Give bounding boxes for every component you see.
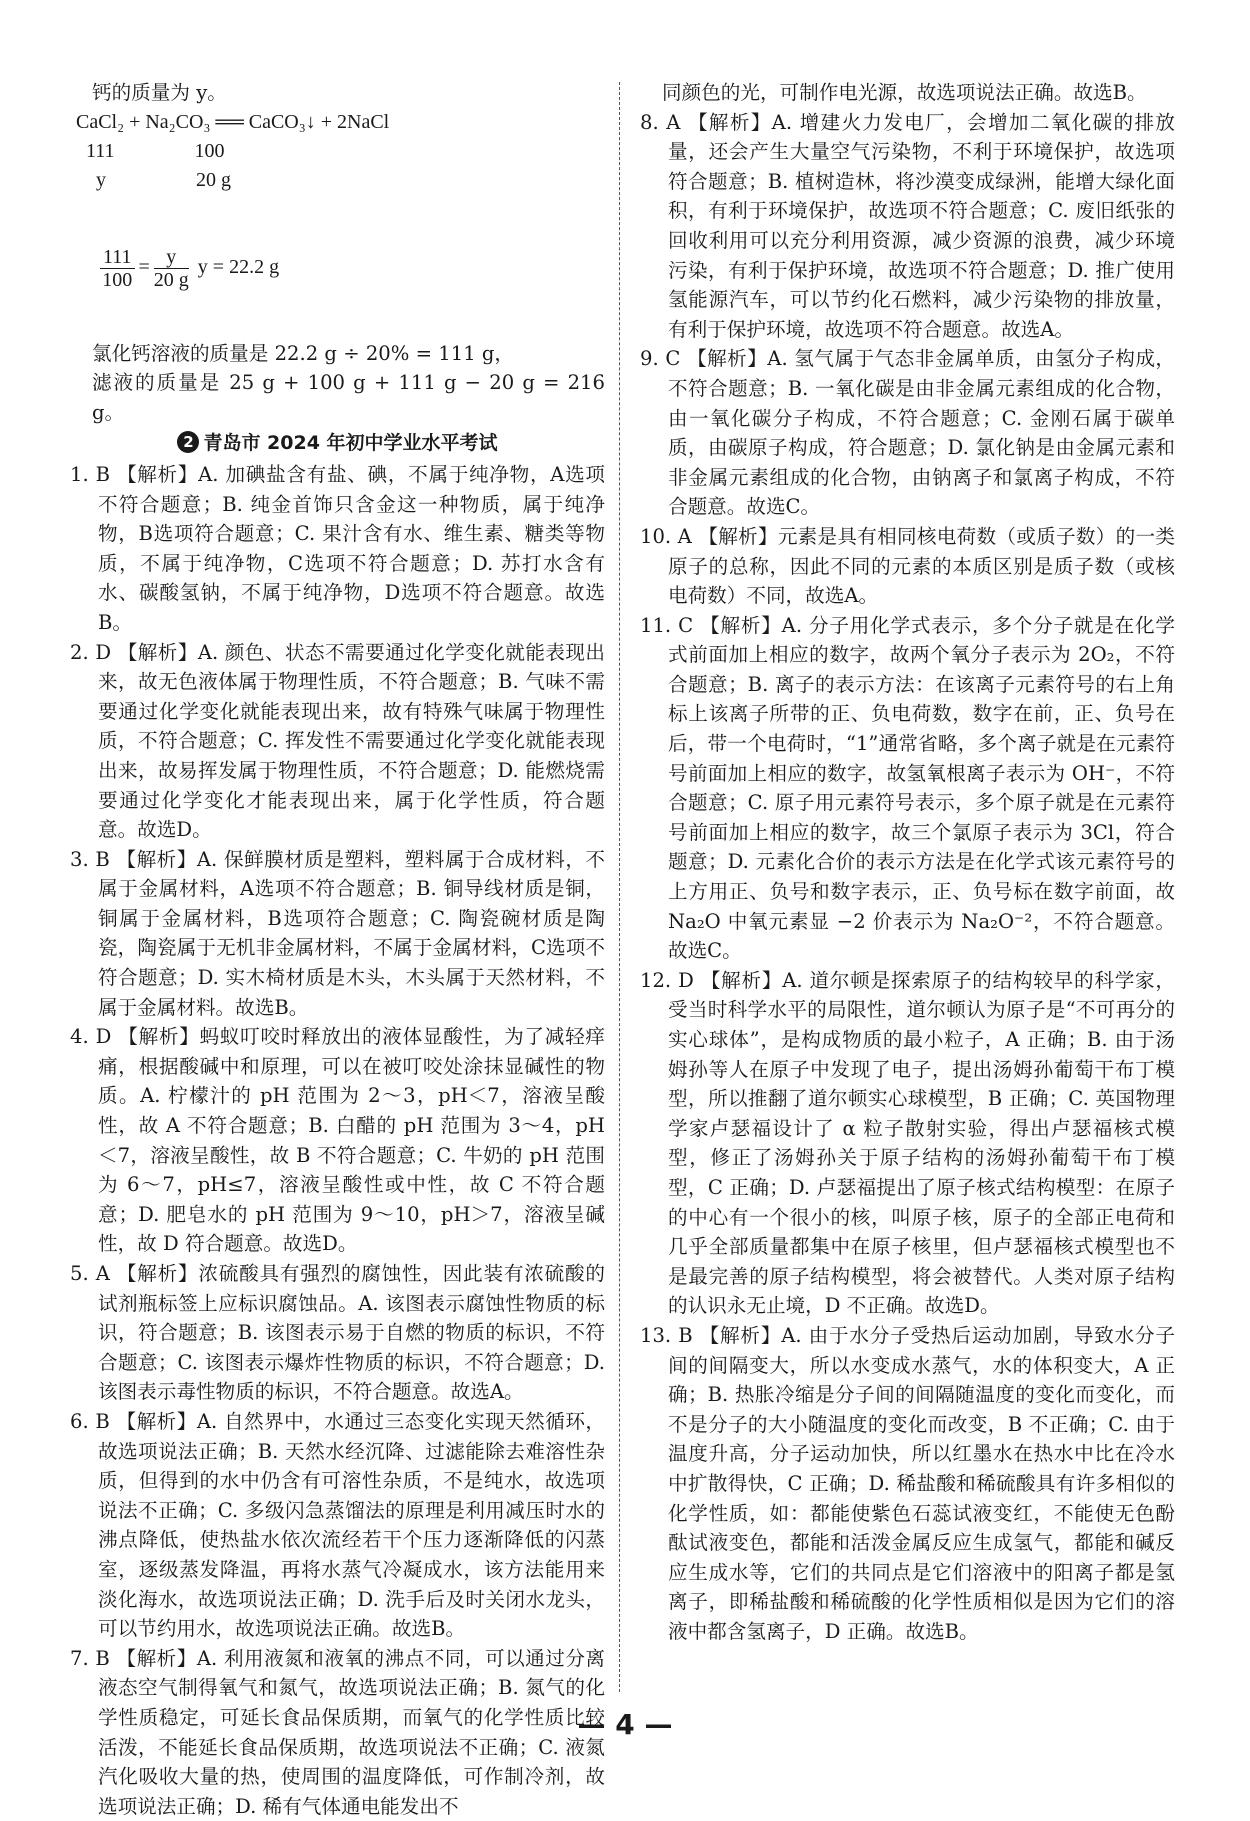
answer-item: 2. D 【解析】A. 颜色、状态不需要通过化学变化就能表现出来，故无色液体属于物理性质，不符合题意；B. 气味不需要通过化学变化就能表现出来，故有特殊气味属于物理性质，不符合题意；C. 挥发性不需要通过化学变化就能表现出来，故易挥发属于物理性质，不符合题意；D. 能燃烧需要通过化学变化才能表现出来，属于化学性质，符合题意。故选D。 xyxy=(70,640,605,842)
molar-mass-row: 111 100 xyxy=(76,139,225,162)
calc-filtrate-mass: 滤液的质量是 25 g + 100 g + 111 g − 20 g = 216 g。 xyxy=(92,371,605,424)
calc-solution-mass: 氯化钙溶液的质量是 22.2 g ÷ 20% = 111 g， xyxy=(92,341,515,365)
fraction-a-numerator: 111 xyxy=(100,246,135,269)
answer-item: 1. B 【解析】A. 加碘盐含有盐、碘，不属于纯净物，A选项不符合题意；B. 纯金首饰只含金这一种物质，属于纯净物，B选项符合题意；C. 果汁含有水、维生素、糖类等物质，不属于纯净物，C选项不符合题意；D. 苏打水含有水、碳酸氢钠，不属于纯净物，D选项不符合题意。故选B。 xyxy=(70,462,605,634)
proportion-row: $\frac{111}{100}$ = $\frac{y}{20 g}$ y = 22.2 g xyxy=(70,195,605,339)
calc-intro: 钙的质量为 y。 xyxy=(92,81,227,104)
variable-row: y 20 g xyxy=(76,168,231,191)
answer-item: 6. B 【解析】A. 自然界中，水通过三态变化实现天然循环，故选项说法正确；B. 天然水经沉降、过滤能除去难溶性杂质，但得到的水中仍含有可溶性杂质，不是纯水，故选项说法不正确；C. 多级闪急蒸馏法的原理是利用减压时水的沸点降低，使热盐水依次流经若干个压力逐渐降低的闪蒸室，逐级蒸发降温，再将水蒸气冷凝成水，该方法能用来淡化海水，故选项说法正确；D. 洗手后及时关闭水龙头，可以节约用水，故选项说法正确。故选B。 xyxy=(70,1409,605,1641)
left-column xyxy=(70,78,605,1821)
answer-item: 4. D 【解析】蚂蚁叮咬时释放出的液体显酸性，为了减轻痒痛，根据酸碱中和原理，可以在被叮咬处涂抹显碱性的物质。A. 柠檬汁的 pH 范围为 2～3，pH＜7，溶液呈酸性，故 A 不符合题意；B. 白醋的 pH 范围为 3～4，pH＜7，溶液呈酸性，故 B 不符合题意；C. 牛奶的 pH 范围为 6～7，pH≤7，溶液呈酸性或中性，故 C 不符合题意；D. 肥皂水的 pH 范围为 9～10，pH＞7，溶液呈碱性，故 D 符合题意。故选D。 xyxy=(70,1025,605,1256)
section-title: 青岛市 2024 年初中学业水平考试 xyxy=(203,432,498,455)
proportion-result: y = 22.2 g xyxy=(197,255,280,278)
answer-item: 13. B 【解析】A. 由于水分子受热后运动加剧，导致水分子间的间隔变大，所以水变成水蒸气，水的体积变大，A 正确；B. 热胀冷缩是分子间的间隔随温度的变化而变化，而不是分子的大小随温度的变化而改变，B 不正确；C. 由于温度升高，分子运动加快，所以红墨水在热水中比在冷水中扩散得快，C 正确；D. 稀盐酸和稀硫酸具有许多相似的化学性质，如：都能使紫色石蕊试液变红，不能使无色酚酞试液变色，都能和活泼金属反应生成氢气，都能和碱反应生成水等，它们的共同点是它们溶液中的阳离子都是氢离子，即稀盐酸和稀硫酸的化学性质相似是因为它们的溶液中都含氢离子，D 正确。故选B。 xyxy=(640,1323,1175,1643)
answer-item-continued: 同颜色的光，可制作电光源，故选项说法正确。故选B。 xyxy=(662,81,1147,104)
page-number: — 4 — xyxy=(577,1708,673,1741)
fraction-b-denominator: 20 g xyxy=(153,268,189,291)
answer-item: 5. A 【解析】浓硫酸具有强烈的腐蚀性，因此装有浓硫酸的试剂瓶标签上应标识腐蚀品。A. 该图表示腐蚀性物质的标识，符合题意；B. 该图表示易于自燃的物质的标识，不符合题意；C. 该图表示爆炸性物质的标识，不符合题意；D. 该图表示毒性物质的标识，不符合题意。故选A。 xyxy=(70,1262,605,1404)
right-column xyxy=(640,78,1175,1646)
answer-item: 11. C 【解析】A. 分子用化学式表示，多个分子就是在化学式前面加上相应的数字，故两个氧分子表示为 2O₂，不符合题意；B. 离子的表示方法：在该离子元素符号的右上角标上该离子所带的正、负电荷数，数字在前，正、负号在后，带一个电荷时，“1”通常省略，多个离子就是在元素符号前面加上相应的数字，故氢氧根离子表示为 OH⁻，不符合题意；C. 原子用元素符号表示，多个原子就是在元素符号前面加上相应的数字，故三个氯原子表示为 3Cl，符合题意；D. 元素化合价的表示方法是在化学式该元素符号的上方用正、负号和数字表示，正、负号标在数字前面，故 Na₂O 中氧元素显 −2 价表示为 Na₂O⁻²，不符合题意。故选C。 xyxy=(640,613,1175,963)
fraction-a xyxy=(100,246,135,291)
section-heading xyxy=(70,429,605,459)
answer-item: 3. B 【解析】A. 保鲜膜材质是塑料，塑料属于合成材料，不属于金属材料，A选项不符合题意；B. 铜导线材质是铜，铜属于金属材料，B选项符合题意；C. 陶瓷碗材质是陶瓷，陶瓷属于无机非金属材料，不属于金属材料，C选项不符合题意；D. 实木椅材质是木头，木头属于天然材料，不属于金属材料。故选B。 xyxy=(70,847,605,1019)
answer-item: 12. D 【解析】A. 道尔顿是探索原子的结构较早的科学家，受当时科学水平的局限性，道尔顿认为原子是“不可再分的实心球体”，是构成物质的最小粒子，A 正确；B. 由于汤姆孙等人在原子中发现了电子，提出汤姆孙葡萄干布丁模型，所以推翻了道尔顿实心球模型，B 正确；C. 英国物理学家卢瑟福设计了 α 粒子散射实验，得出卢瑟福核式模型，修正了汤姆孙关于原子结构的汤姆孙葡萄干布丁模型，C 正确；D. 卢瑟福提出了原子核式结构模型：在原子的中心有一个很小的核，叫原子核，原子的全部正电荷和几乎全部质量都集中在原子核里，但卢瑟福核式模型也不是最完善的原子结构模型，将会被替代。人类对原子结构的认识永无止境，D 不正确。故选D。 xyxy=(640,968,1175,1318)
answer-item: 9. C 【解析】A. 氢气属于气态非金属单质，由氢分子构成，不符合题意；B. 一氧化碳是由非金属元素组成的化合物，由一氧化碳分子构成，不符合题意；C. 金刚石属于碳单质，由碳原子构成，符合题意；D. 氯化钠是由金属元素和非金属元素组成的化合物，由钠离子和氯离子构成，不符合题意。故选C。 xyxy=(640,347,1175,519)
answer-item: 7. B 【解析】A. 利用液氮和液氧的沸点不同，可以通过分离液态空气制得氧气和氮气，故选项说法正确；B. 氮气的化学性质稳定，可延长食品保质期，而氧气的化学性质比较活泼，不能延长食品保质期，故选项说法不正确；C. 液氮汽化吸收大量的热，使周围的温度降低，可作制冷剂，故选项说法正确；D. 稀有气体通电能发出不 xyxy=(70,1646,605,1818)
fraction-b xyxy=(154,246,189,291)
fraction-b-numerator: y xyxy=(154,246,189,269)
section-number-badge: 2 xyxy=(177,431,199,453)
fraction-a-denominator: 100 xyxy=(102,268,133,291)
answer-item: 8. A 【解析】A. 增建火力发电厂，会增加二氧化碳的排放量，还会产生大量空气污染物，不利于环境保护，故选项符合题意；B. 植树造林，将沙漠变成绿洲，能增大绿化面积，有利于环境保护，故选项不符合题意；C. 废旧纸张的回收利用可以充分利用资源，减少资源的浪费，减少环境污染，有利于保护环境，故选项不符合题意；D. 推广使用氢能源汽车，可以节约化石燃料，减少污染物的排放量，有利于保护环境，故选项不符合题意。故选A。 xyxy=(640,110,1175,341)
reaction-equation: CaCl₂ + Na₂CO₃ ══ CaCO₃↓ + 2NaCl xyxy=(76,110,390,133)
answer-item: 10. A 【解析】元素是具有相同核电荷数（或质子数）的一类原子的总称，因此不同的元素的本质区别是质子数（或核电荷数）不同，故选A。 xyxy=(640,524,1175,608)
column-divider xyxy=(619,82,620,1692)
